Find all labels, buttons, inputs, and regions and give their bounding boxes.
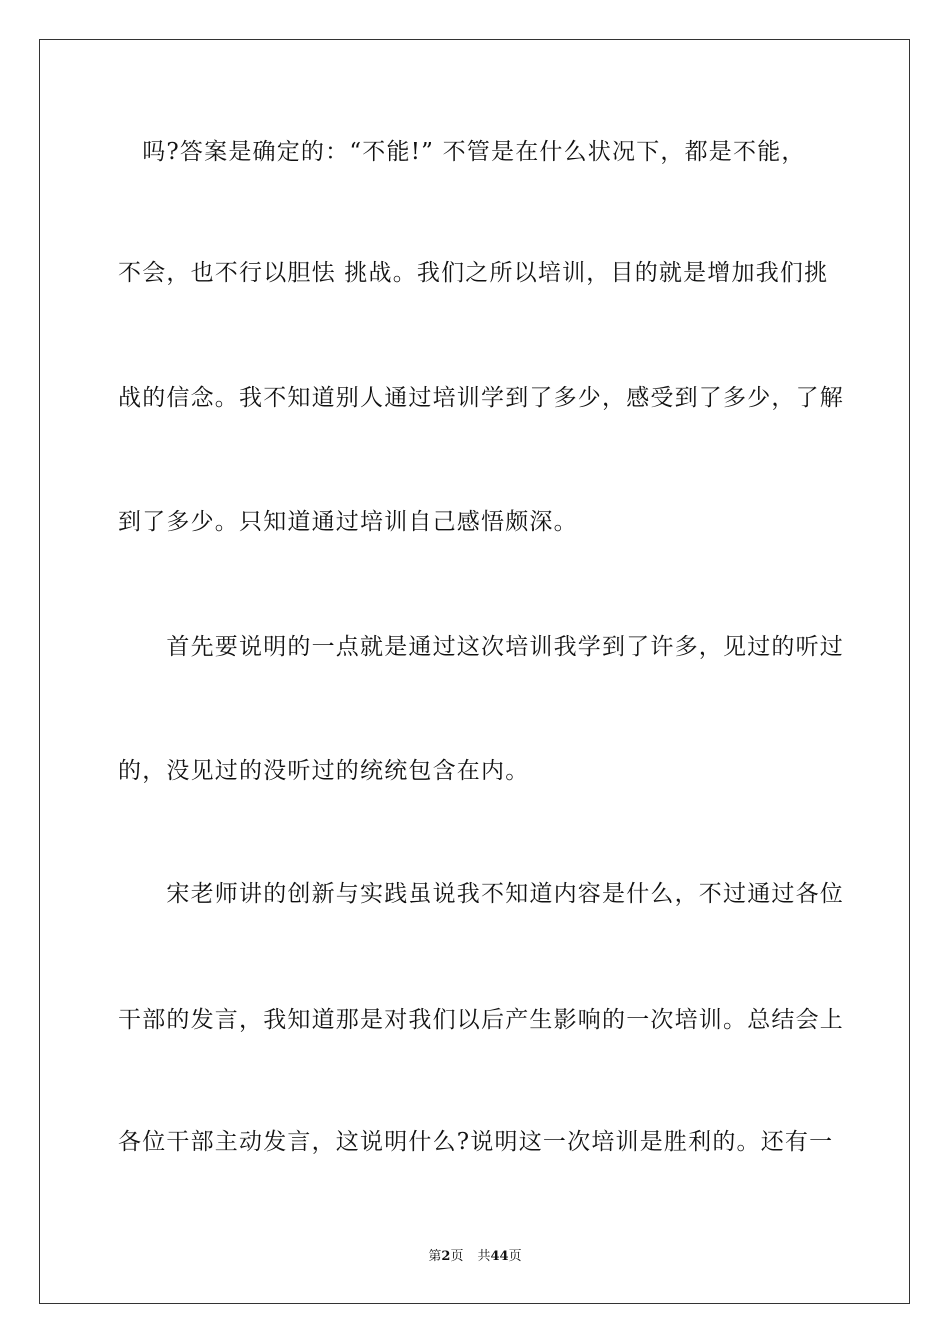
paragraph-line: 宋老师讲的创新与实践虽说我不知道内容是什么，不过通过各位 (118, 881, 844, 907)
page-footer (0, 1248, 950, 1266)
page-suffix: 页 (450, 1249, 464, 1264)
paragraph-line: 各位干部主动发言，这说明什么?说明这一次培训是胜利的。还有一 (118, 1129, 834, 1155)
paragraph-line: 的，没见过的没听过的统统包含在内。 (118, 758, 530, 784)
total-suffix: 页 (508, 1249, 522, 1264)
total-prefix: 共 (477, 1249, 491, 1264)
paragraph-line: 吗?答案是确定的：“不能!” 不管是在什么状况下，都是不能， (118, 139, 806, 165)
page-number: 2 (441, 1249, 451, 1264)
paragraph-line: 干部的发言，我知道那是对我们以后产生影响的一次培训。总结会上 (118, 1007, 844, 1033)
page-prefix: 第 (428, 1249, 442, 1264)
paragraph-line: 到了多少。只知道通过培训自己感悟颇深。 (118, 509, 578, 535)
paragraph-line: 首先要说明的一点就是通过这次培训我学到了许多，见过的听过 (118, 634, 844, 660)
total-pages: 44 (490, 1249, 509, 1264)
page-border (39, 39, 910, 1304)
paragraph-line: 不会，也不行以胆怯 挑战。我们之所以培训，目的就是增加我们挑 (118, 260, 829, 286)
paragraph-line: 战的信念。我不知道别人通过培训学到了多少，感受到了多少，了解 (118, 385, 844, 411)
